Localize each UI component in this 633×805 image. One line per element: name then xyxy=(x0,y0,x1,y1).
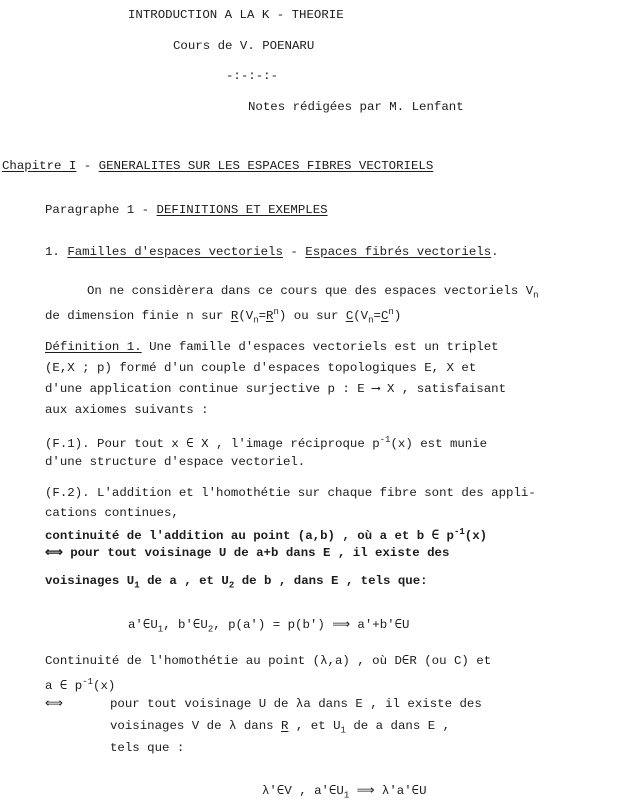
addition-text-b: (x) xyxy=(464,529,488,544)
homothety-nbhd-text-b: , et U xyxy=(288,719,341,733)
homothety-text-a: a ∈ p xyxy=(45,679,83,694)
section-dash: - xyxy=(282,245,306,259)
notes-author: Notes rédigées par M. Lenfant xyxy=(248,100,464,114)
paragraph-label: Paragraphe 1 xyxy=(45,203,135,217)
neighborhoods-text-c: de b , dans E , tels que: xyxy=(234,574,428,588)
addition-sup: -1 xyxy=(453,527,465,537)
paragraph-title: DEFINITIONS ET EXEMPLES xyxy=(156,203,328,217)
definition-label: Définition 1. xyxy=(45,340,142,354)
chapter-title: GENERALITES SUR LES ESPACES FIBRES VECTORIELS xyxy=(98,159,434,173)
chapter-heading xyxy=(2,159,433,174)
addition-equivalence-text: pour tout voisinage U de a+b dans E , il existe des xyxy=(62,546,450,560)
addition-neighborhoods-line xyxy=(45,574,428,593)
equivalence-arrow-icon: ⟺ xyxy=(45,546,63,560)
definition-line-3: d'une application continue surjective p : E ⟶ X , satisfaisant xyxy=(45,382,507,396)
complex-field-symbol: C xyxy=(345,309,354,324)
equivalence-arrow-icon: ⟺ xyxy=(45,697,63,711)
real-space-symbol: R xyxy=(266,309,274,324)
neighborhoods-sub-1: 1 xyxy=(134,580,140,591)
chapter-dash: - xyxy=(76,159,99,173)
neighborhoods-sub-2: 2 xyxy=(228,580,235,591)
definition-line-1 xyxy=(45,340,499,355)
axiom-f1-line-1 xyxy=(45,433,487,452)
section-number: 1. xyxy=(45,245,68,259)
homothety-nbhd-sub: 1 xyxy=(340,725,346,736)
axiom-f2-line-1: (F.2). L'addition et l'homothétie sur chaque fibre sont des appli- xyxy=(45,486,536,500)
paragraph-heading xyxy=(45,203,328,218)
addition-text-a: continuité de l'addition au point (a,b) , où a et b ∈ p xyxy=(45,529,454,544)
intro-text-2e: (V xyxy=(353,309,369,324)
definition-line-4: aux axiomes suivants : xyxy=(45,403,209,417)
intro-sub-n2: n xyxy=(368,315,374,326)
addition-formula-c: , p(a') = p(b') ⟹ a'+b'∈U xyxy=(213,618,410,632)
homothety-line-3: pour tout voisinage U de λa dans E , il existe des xyxy=(110,697,482,711)
axiom-f1-line-2: d'une structure d'espace vectoriel. xyxy=(45,455,306,469)
section-title-a: Familles d'espaces vectoriels xyxy=(67,245,283,259)
axiom-f2-line-2: cations continues, xyxy=(45,506,179,520)
complex-space-symbol: C xyxy=(380,309,389,324)
intro-text-2d: ) ou sur xyxy=(278,309,346,324)
neighborhoods-text-a: voisinages U xyxy=(45,574,135,588)
homothety-line-4 xyxy=(110,719,450,738)
addition-formula-sub-2: 2 xyxy=(207,624,214,635)
homothety-formula-b: ⟹ λ'a'∈U xyxy=(349,784,427,798)
homothety-formula-a: λ'∈V , a'∈U xyxy=(262,784,344,798)
homothety-equivalence-arrow xyxy=(45,697,63,712)
homothety-line-1: Continuité de l'homothétie au point (λ,a) , où D∈R (ou C) et xyxy=(45,654,492,668)
axiom-f1-text-a: (F.1). Pour tout x ∈ X , l'image réciproque p xyxy=(45,437,380,452)
intro-text-1: On ne considèrera dans ce cours que des espaces vectoriels V xyxy=(87,284,534,298)
intro-text-2c: = xyxy=(258,309,267,324)
section-heading xyxy=(45,245,499,260)
addition-equivalence-line xyxy=(45,546,449,561)
intro-sub-n1: n xyxy=(253,315,259,326)
addition-formula-sub-1: 1 xyxy=(157,624,164,635)
intro-text-2b: (V xyxy=(238,309,254,324)
neighborhoods-text-b: de a , et U xyxy=(139,574,229,588)
homothety-line-2 xyxy=(45,675,115,694)
homothety-real-symbol: R xyxy=(281,719,289,733)
homothety-formula-sub: 1 xyxy=(343,790,350,801)
homothety-line-5: tels que : xyxy=(110,741,185,755)
intro-text-2f: = xyxy=(373,309,381,324)
intro-sup-n1: n xyxy=(273,307,279,317)
intro-sup-n2: n xyxy=(388,307,394,317)
paragraph-dash: - xyxy=(134,203,157,217)
section-title-b: Espaces fibrés vectoriels xyxy=(305,245,492,259)
addition-formula-a: a'∈U xyxy=(128,618,158,632)
definition-line-2: (E,X ; p) formé d'un couple d'espaces topologiques E, X et xyxy=(45,361,477,375)
homothety-nbhd-text-a: voisinages V de λ dans xyxy=(110,719,282,733)
addition-continuity-line xyxy=(45,525,487,544)
axiom-f1-text-b: (x) est munie xyxy=(390,437,488,452)
intro-line-2 xyxy=(45,305,401,329)
homothety-formula xyxy=(262,784,427,803)
addition-formula-b: , b'∈U xyxy=(163,618,208,632)
axiom-f1-sup: -1 xyxy=(379,435,391,445)
course-author: Cours de V. POENARU xyxy=(173,39,315,53)
intro-text-2g: ) xyxy=(393,309,402,324)
intro-text-2a: de dimension finie n sur xyxy=(45,309,231,324)
real-field-symbol: R xyxy=(230,309,239,324)
chapter-label: Chapitre I xyxy=(2,159,77,173)
header-separator: -:-:-:- xyxy=(226,69,279,83)
intro-sub-n: n xyxy=(533,290,539,301)
homothety-nbhd-text-c: de a dans E , xyxy=(345,719,451,733)
homothety-text-b: (x) xyxy=(93,679,116,694)
document-title: INTRODUCTION A LA K - THEORIE xyxy=(128,8,344,22)
section-end: . xyxy=(491,245,499,259)
definition-text-1: Une famille d'espaces vectoriels est un triplet xyxy=(141,340,499,354)
intro-line-1 xyxy=(87,284,539,303)
addition-formula xyxy=(128,618,409,637)
homothety-sup: -1 xyxy=(82,677,94,687)
